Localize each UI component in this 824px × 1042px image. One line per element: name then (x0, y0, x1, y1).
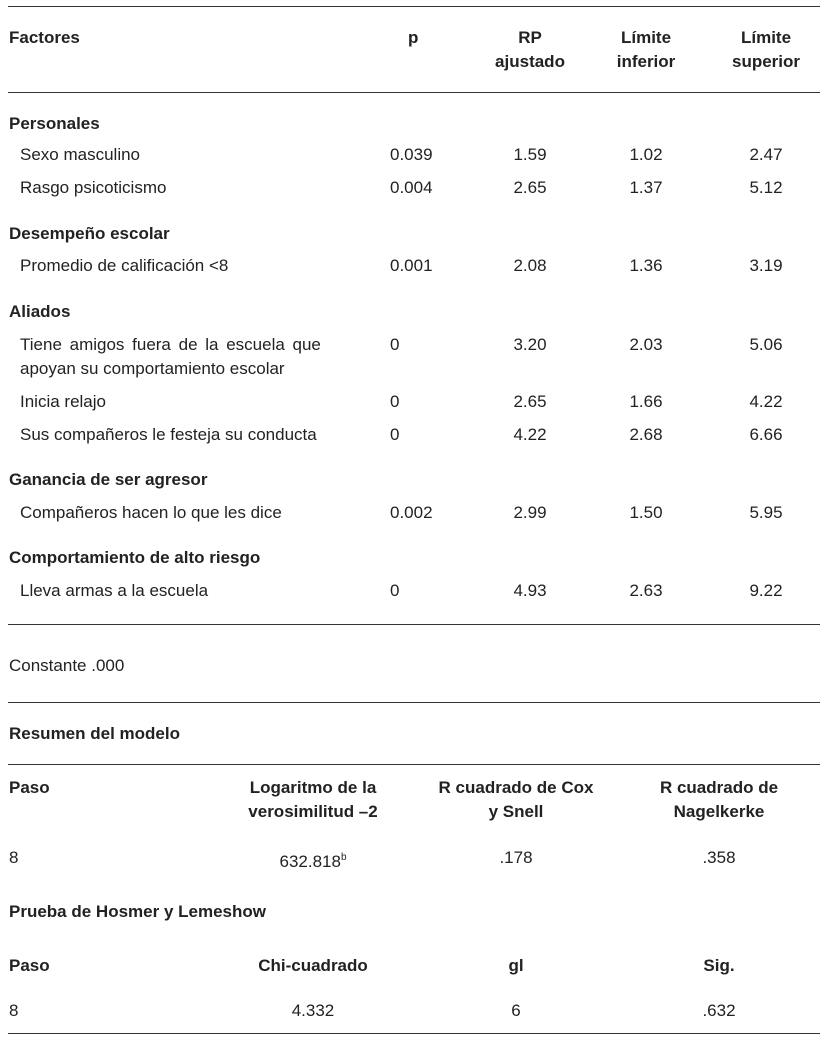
header-lower-line2: inferior (616, 52, 676, 71)
row-p: 0.004 (390, 178, 433, 197)
row-rp: 2.65 (513, 392, 547, 411)
row-lower: 1.02 (629, 145, 663, 164)
header-lower-line1: Límite (620, 28, 672, 47)
row-rp: 3.20 (513, 335, 547, 354)
row-upper: 3.19 (749, 256, 783, 275)
row-upper: 5.12 (749, 178, 783, 197)
table-top-rule (8, 6, 820, 7)
summary-header-step: Paso (9, 778, 50, 797)
hosmer-sig: .632 (702, 1001, 736, 1020)
summary-loglik-sup: b (340, 852, 347, 863)
summary-title-rule (8, 764, 820, 765)
hosmer-title: Prueba de Hosmer y Lemeshow (9, 902, 266, 921)
row-label: Compañeros hacen lo que les dice (20, 503, 282, 522)
row-rp: 1.59 (513, 145, 547, 164)
row-p: 0.001 (390, 256, 433, 275)
row-rp: 2.65 (513, 178, 547, 197)
hosmer-header-chi: Chi-cuadrado (258, 956, 368, 975)
summary-header-loglik-line1: Logaritmo de la (249, 778, 377, 797)
group-title: Personales (9, 114, 100, 133)
table-bottom-rule (8, 624, 820, 625)
hosmer-gl: 6 (511, 1001, 521, 1020)
summary-step: 8 (9, 848, 19, 867)
header-factores: Factores (9, 28, 80, 47)
hosmer-chi: 4.332 (291, 1001, 335, 1020)
row-label-line2: apoyan su comportamiento escolar (20, 359, 285, 378)
row-lower: 2.68 (629, 425, 663, 444)
hosmer-header-gl: gl (508, 956, 524, 975)
constant-note: Constante .000 (9, 656, 125, 675)
row-rp: 4.22 (513, 425, 547, 444)
header-rule (8, 92, 820, 93)
header-rp-line1: RP (518, 28, 542, 47)
row-rp: 2.99 (513, 503, 547, 522)
row-label: Rasgo psicoticismo (20, 178, 167, 197)
row-upper: 5.95 (749, 503, 783, 522)
hosmer-header-step: Paso (9, 956, 50, 975)
hosmer-step: 8 (9, 1001, 19, 1020)
row-p: 0 (390, 392, 400, 411)
row-p: 0 (390, 335, 400, 354)
row-label: Inicia relajo (20, 392, 106, 411)
row-lower: 2.63 (629, 581, 663, 600)
header-rp-line2: ajustado (495, 52, 565, 71)
summary-loglik-value: 632.818 (279, 852, 341, 871)
row-label: Lleva armas a la escuela (20, 581, 209, 600)
group-title: Desempeño escolar (9, 224, 170, 243)
row-lower: 2.03 (629, 335, 663, 354)
row-label-line1: Tiene amigos fuera de la escuela que (20, 335, 321, 354)
row-upper: 2.47 (749, 145, 783, 164)
group-title: Aliados (9, 302, 71, 321)
row-lower: 1.36 (629, 256, 663, 275)
header-p: p (408, 28, 419, 47)
group-title: Ganancia de ser agresor (9, 470, 208, 489)
row-rp: 4.93 (513, 581, 547, 600)
model-summary-title: Resumen del modelo (9, 724, 180, 743)
row-lower: 1.37 (629, 178, 663, 197)
row-upper: 6.66 (749, 425, 783, 444)
row-lower: 1.50 (629, 503, 663, 522)
summary-header-cox-line1: R cuadrado de Cox (438, 778, 594, 797)
row-p: 0 (390, 581, 400, 600)
row-upper: 4.22 (749, 392, 783, 411)
summary-header-cox-line2: y Snell (488, 802, 544, 821)
row-rp: 2.08 (513, 256, 547, 275)
summary-nagel: .358 (702, 848, 736, 867)
row-label: Sexo masculino (20, 145, 141, 164)
row-p: 0.039 (390, 145, 433, 164)
summary-header-nagel-line1: R cuadrado de (659, 778, 779, 797)
row-upper: 9.22 (749, 581, 783, 600)
table-end-rule (8, 1033, 820, 1034)
summary-header-nagel-line2: Nagelkerke (673, 802, 765, 821)
row-lower: 1.66 (629, 392, 663, 411)
summary-cox: .178 (499, 848, 533, 867)
summary-loglik (213, 846, 413, 874)
summary-header-loglik-line2: verosimilitud –2 (248, 802, 378, 821)
summary-top-rule (8, 702, 820, 703)
header-upper-line2: superior (731, 52, 801, 71)
row-label: Sus compañeros le festeja su conducta (20, 425, 317, 444)
hosmer-header-sig: Sig. (703, 956, 735, 975)
row-p: 0 (390, 425, 400, 444)
row-p: 0.002 (390, 503, 433, 522)
group-title: Comportamiento de alto riesgo (9, 548, 261, 567)
row-label: Promedio de calificación <8 (20, 256, 229, 275)
row-upper: 5.06 (749, 335, 783, 354)
header-upper-line1: Límite (740, 28, 792, 47)
